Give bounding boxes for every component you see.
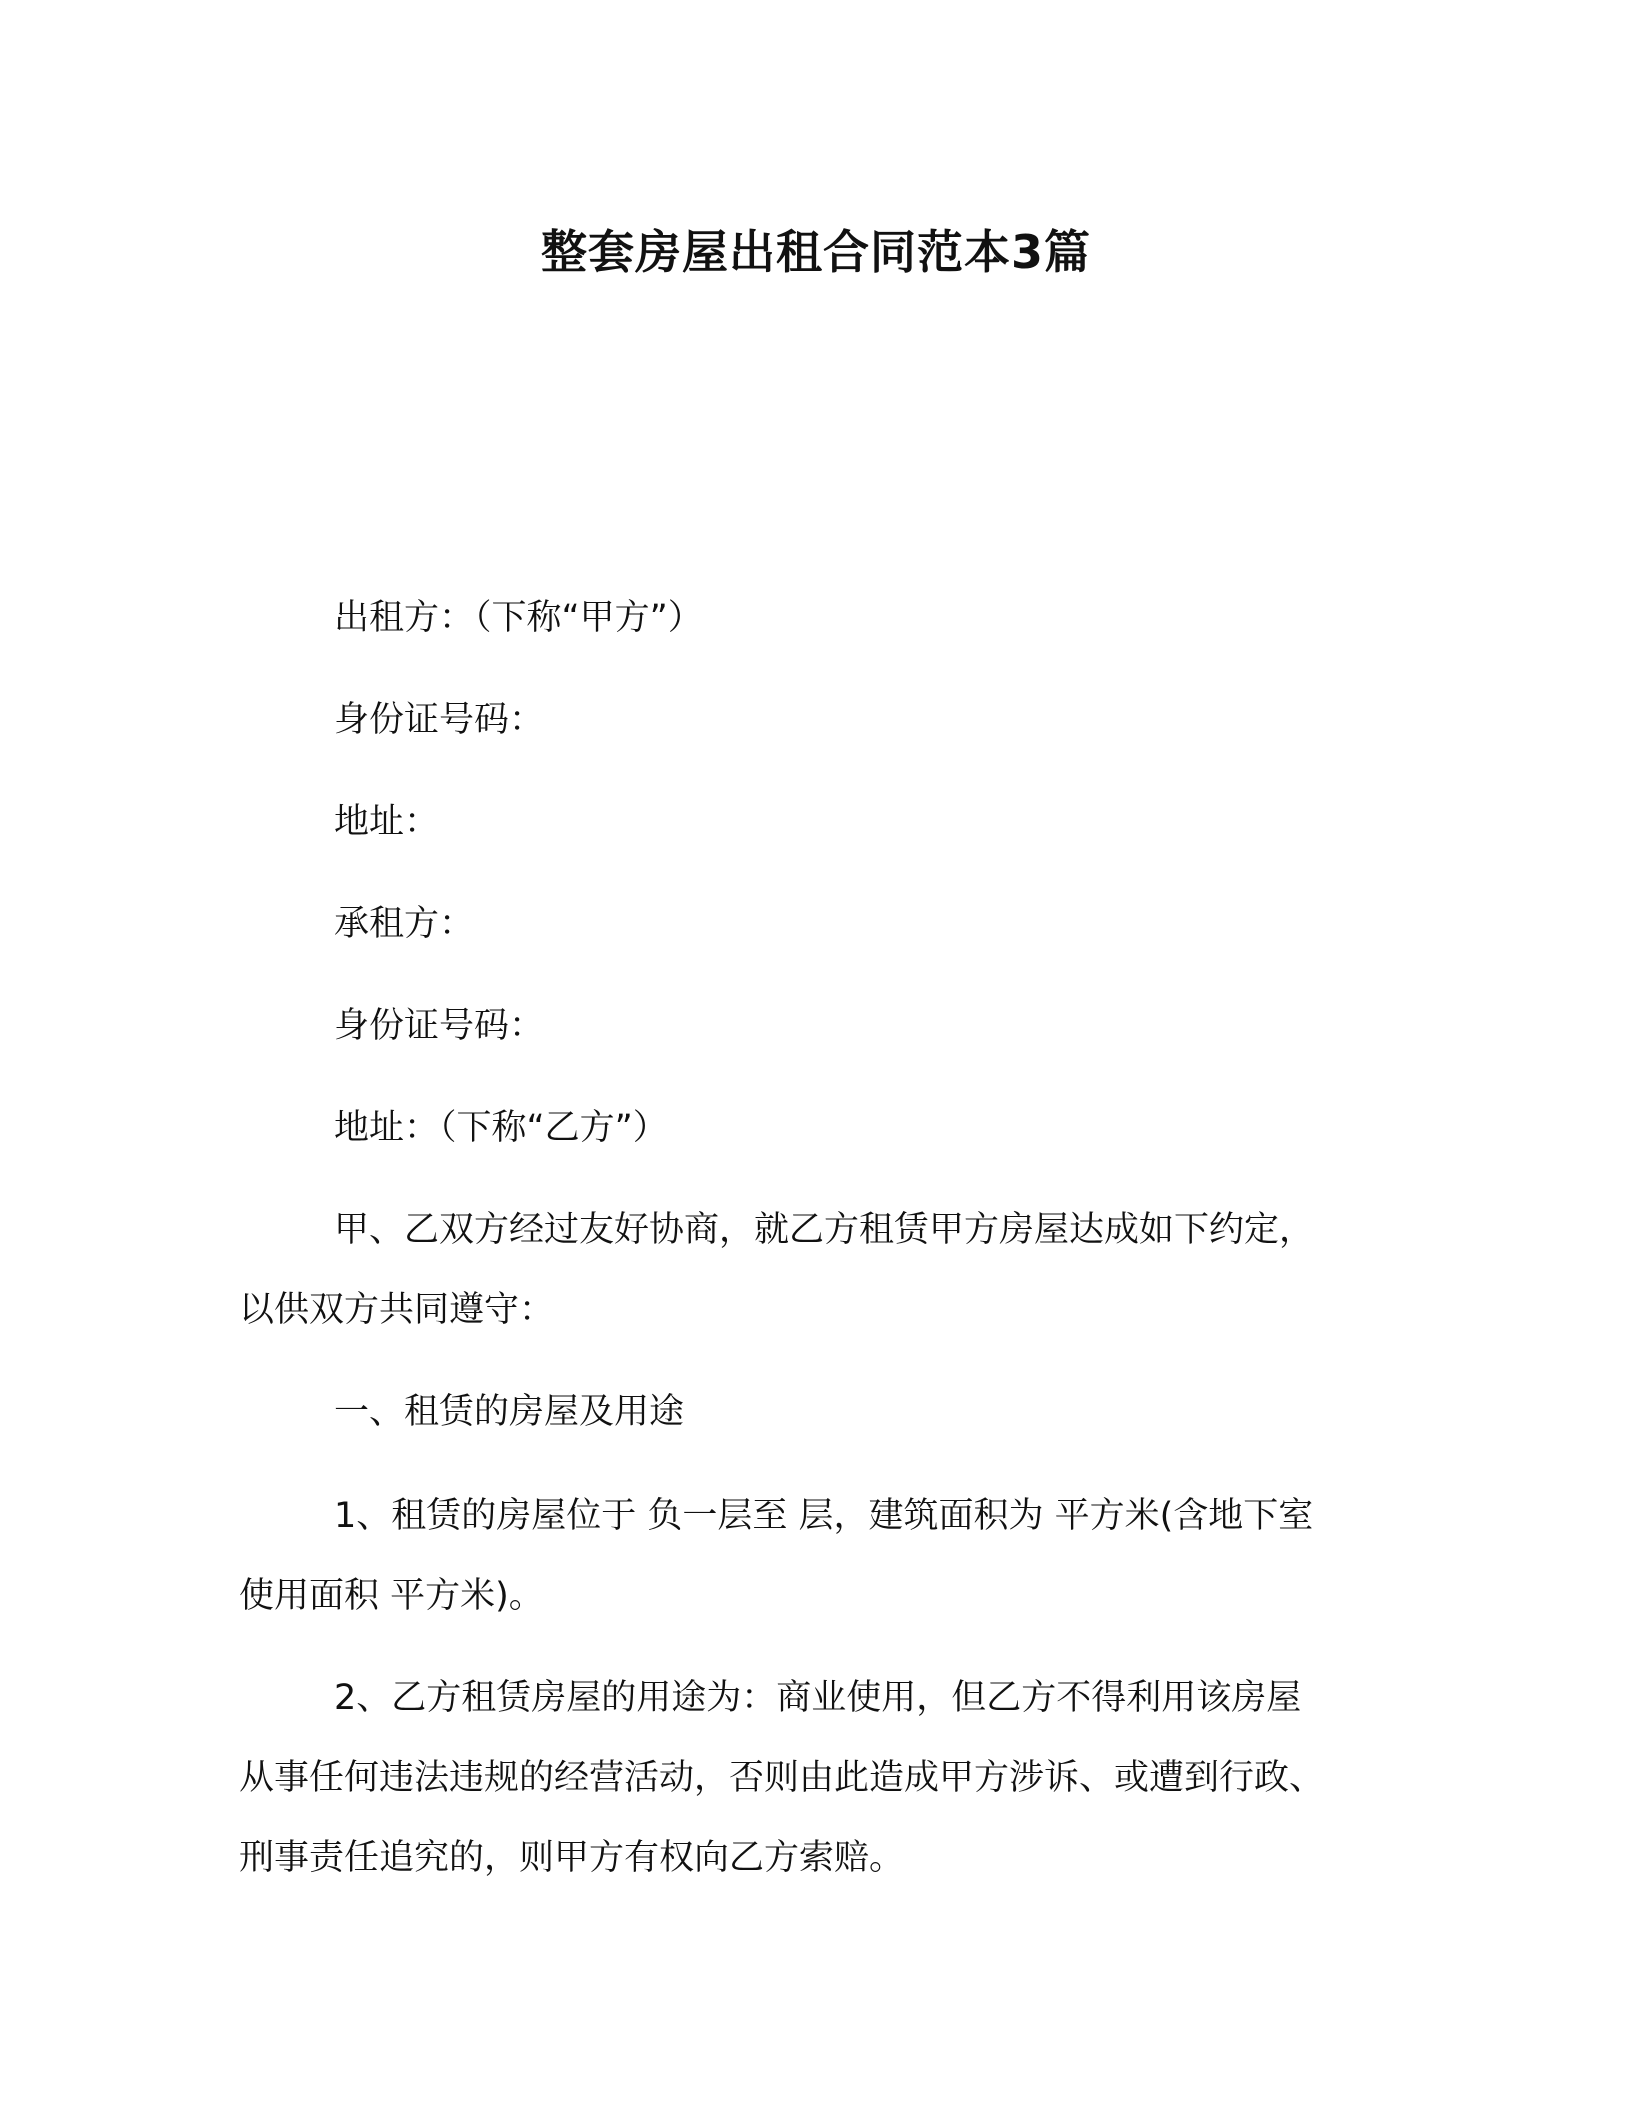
item-1-line-2: 使用面积 平方米)。 xyxy=(239,1576,544,1616)
item-1-line-1: 1、租赁的房屋位于 负一层至 层，建筑面积为 平方米(含地下室 xyxy=(334,1496,1314,1536)
lessee-field: 承租方： xyxy=(334,904,475,944)
lessee-id-field: 身份证号码： xyxy=(334,1006,545,1046)
lessor-address-field: 地址： xyxy=(334,802,440,842)
item-2-line-2: 从事任何违法违规的经营活动，否则由此造成甲方涉诉、或遭到行政、 xyxy=(239,1758,1325,1798)
lessee-address-field: 地址：（下称“乙方”） xyxy=(334,1108,668,1148)
intro-line-1: 甲、乙双方经过友好协商，就乙方租赁甲方房屋达成如下约定， xyxy=(334,1210,1315,1250)
intro-line-2: 以供双方共同遵守： xyxy=(239,1290,555,1330)
item-2-line-1: 2、乙方租赁房屋的用途为：商业使用，但乙方不得利用该房屋 xyxy=(334,1678,1302,1718)
document-title: 整套房屋出租合同范本3篇 xyxy=(540,225,1091,279)
lessor-field: 出租方：（下称“甲方”） xyxy=(334,598,703,638)
item-2-line-3: 刑事责任追究的，则甲方有权向乙方索赔。 xyxy=(239,1838,905,1878)
section-1-heading: 一、租赁的房屋及用途 xyxy=(334,1392,685,1432)
lessor-id-field: 身份证号码： xyxy=(334,700,545,740)
